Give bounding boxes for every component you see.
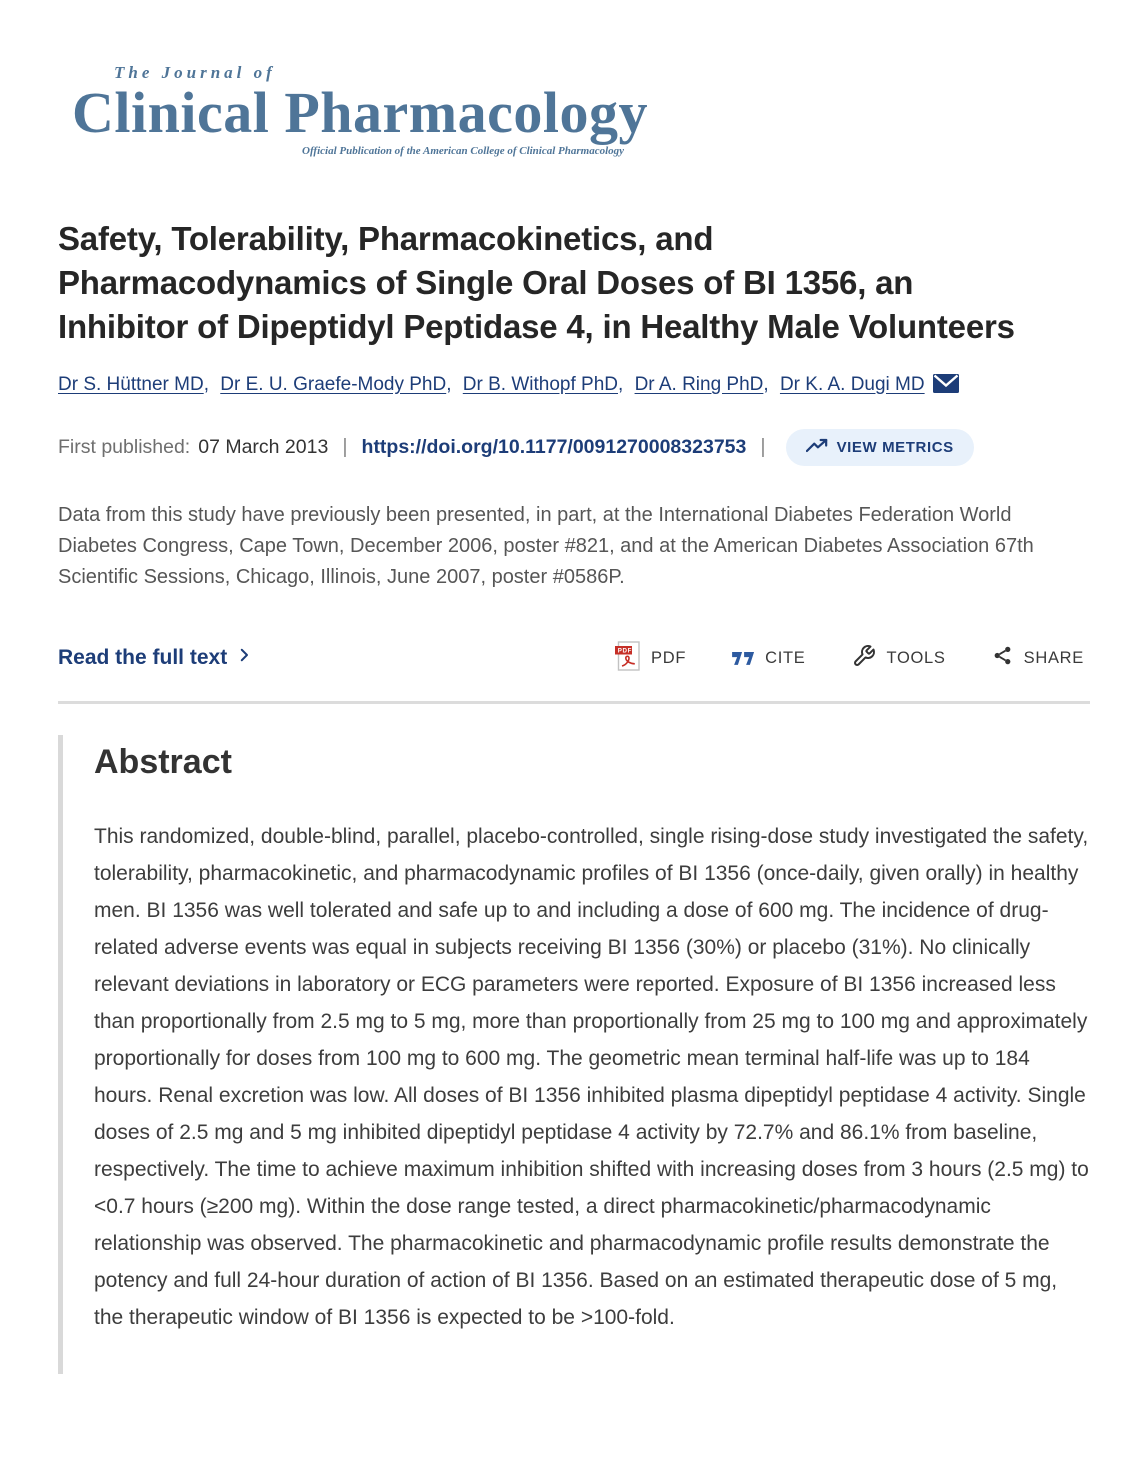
author-separator: ,: [446, 373, 452, 395]
article-toolbar: [615, 641, 1090, 676]
read-full-text-link[interactable]: [58, 646, 253, 670]
journal-logo-name: Clinical Pharmacology: [72, 80, 648, 145]
author-link[interactable]: Dr K. A. Dugi MD: [779, 373, 925, 395]
cite-label: CITE: [765, 648, 806, 667]
section-divider: [58, 701, 1090, 704]
publication-info: [58, 429, 1090, 466]
author-link[interactable]: Dr E. U. Graefe-Mody PhD: [220, 373, 447, 395]
wrench-icon: [852, 644, 876, 673]
journal-logo-tagline: Official Publication of the American College of Clinical Pharmacology: [302, 144, 625, 157]
doi-link[interactable]: https://doi.org/10.1177/0091270008323753: [361, 435, 747, 458]
view-metrics-button[interactable]: [786, 429, 974, 466]
journal-logo: [72, 63, 1090, 157]
pdf-button[interactable]: [615, 641, 686, 676]
tools-label: TOOLS: [886, 648, 946, 667]
author-separator: ,: [618, 373, 624, 395]
trending-up-icon: [806, 438, 828, 457]
quote-icon: [732, 652, 754, 665]
cite-button[interactable]: [732, 649, 805, 668]
pdf-label: PDF: [651, 648, 687, 667]
article-title: [58, 217, 1090, 349]
share-nodes-icon: [992, 645, 1013, 671]
svg-text:PDF: PDF: [617, 647, 633, 655]
view-metrics-label: VIEW METRICS: [836, 438, 954, 456]
author-separator: ,: [203, 373, 209, 395]
article-title-line: Pharmacodynamics of Single Oral Doses of BI 1356, an: [58, 263, 914, 301]
presented-note: Data from this study have previously been presented, in part, at the International Diabetes Federation World Diabetes Congress, Cape Town, December 2006, poster #821, and at the American Diabetes Association 67th Scientific Sessions, Chicago, Illinois, June 2007, poster #0586P.: [58, 503, 1034, 588]
author-separator: ,: [763, 373, 769, 395]
abstract-text: This randomized, double-blind, parallel, placebo-controlled, single rising-dose study investigated the safety, tolerability, pharmacokinetic, and pharmacodynamic profiles of BI 1356 (once-daily, given orally) in healthy men. BI 1356 was well tolerated and safe up to and including a dose of 600 mg. The incidence of drug-related adverse events was equal in subjects receiving BI 1356 (30%) or placebo (31%). No clinically relevant deviations in laboratory or ECG parameters were reported. Exposure of BI 1356 increased less than proportionally from 2.5 mg to 5 mg, more than proportionally from 25 mg to 100 mg and approximately proportionally for doses from 100 mg to 600 mg. The geometric mean terminal half-life was up to 184 hours. Renal excretion was low. All doses of BI 1356 inhibited plasma dipeptidyl peptidase 4 activity. Single doses of 2.5 mg and 5 mg inhibited dipeptidyl peptidase 4 activity by 72.7% and 86.1% from baseline, respectively. The time to achieve maximum inhibition shifted with increasing doses from 3 hours (2.5 mg) to <0.7 hours (≥200 mg). Within the dose range tested, a direct pharmacokinetic/pharmacodynamic relationship was observed. The pharmacokinetic and pharmacodynamic profile results demonstrate the potency and full 24-hour duration of action of BI 1356. Based on an estimated therapeutic dose of 5 mg, the therapeutic window of BI 1356 is expected to be >100-fold.: [94, 824, 1089, 1329]
abstract-section: [58, 735, 1090, 1374]
author-link[interactable]: Dr B. Withopf PhD: [462, 373, 618, 395]
action-row: [58, 641, 1090, 676]
pdf-document-icon: [615, 641, 640, 676]
chevron-right-icon: [235, 646, 253, 670]
article-title-line: Inhibitor of Dipeptidyl Peptidase 4, in Healthy Male Volunteers: [58, 307, 1015, 345]
article-title-line: Safety, Tolerability, Pharmacokinetics, and: [58, 219, 714, 257]
read-full-text-label: Read the full text: [58, 646, 228, 670]
separator: |: [760, 435, 766, 458]
first-published-date: 07 March 2013: [198, 435, 329, 458]
tools-button[interactable]: [852, 644, 946, 673]
first-published-label: First published:: [58, 435, 191, 458]
abstract-heading: Abstract: [94, 742, 232, 781]
journal-logo-prefix: The Journal of: [114, 63, 276, 82]
author-link[interactable]: Dr A. Ring PhD: [634, 373, 764, 395]
share-label: SHARE: [1023, 648, 1084, 667]
author-list: [58, 374, 1090, 399]
email-icon[interactable]: [933, 377, 959, 398]
share-button[interactable]: [992, 645, 1084, 671]
author-link[interactable]: Dr S. Hüttner MD: [58, 373, 204, 395]
separator: |: [342, 435, 348, 458]
